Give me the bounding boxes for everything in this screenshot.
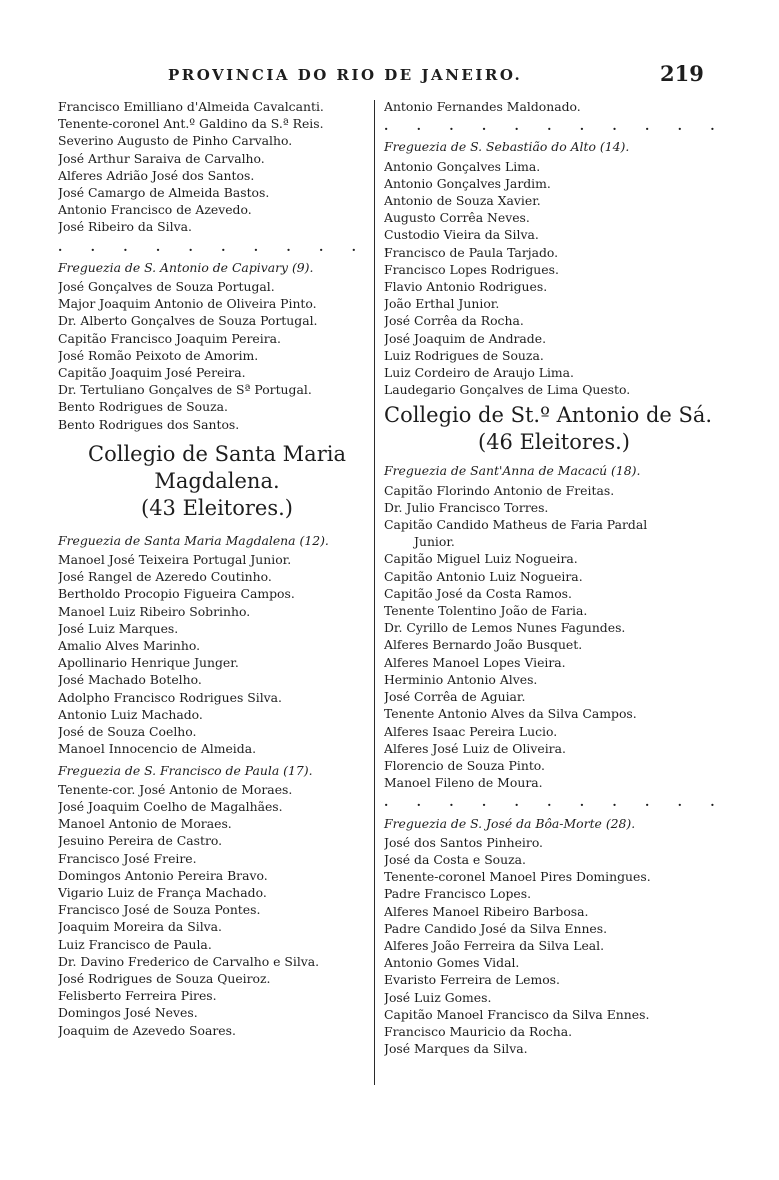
elector-name: Antonio de Souza Xavier. bbox=[384, 193, 541, 209]
name-list bbox=[384, 158, 724, 399]
elector-name: Dr. Julio Francisco Torres. bbox=[384, 499, 549, 515]
elector-name: José Joaquim Coelho de Magalhães. bbox=[58, 798, 283, 814]
elector-name: Francisco Lopes Rodrigues. bbox=[384, 261, 559, 277]
college-title-line: Collegio de Santa Maria bbox=[88, 441, 346, 466]
elector-name: Adolpho Francisco Rodrigues Silva. bbox=[58, 689, 282, 705]
elector-name: José Ribeiro da Silva. bbox=[58, 219, 192, 235]
elector-name: Dr. Alberto Gonçalves de Souza Portugal. bbox=[58, 313, 318, 329]
left-column bbox=[58, 98, 401, 1039]
elector-name: Bento Rodrigues de Souza. bbox=[58, 399, 228, 415]
elector-name: José Marques da Silva. bbox=[384, 1041, 528, 1057]
elector-name: José Gonçalves de Souza Portugal. bbox=[58, 279, 275, 295]
elector-name: Alferes Manoel Lopes Vieira. bbox=[384, 654, 566, 670]
elector-name: Alferes João Ferreira da Silva Leal. bbox=[384, 937, 605, 953]
college-elector-count: (46 Eleitores.) bbox=[478, 430, 630, 455]
name-list bbox=[58, 551, 376, 757]
elector-name: Severino Augusto de Pinho Carvalho. bbox=[58, 133, 293, 149]
name-list bbox=[58, 98, 376, 236]
elector-name: Laudegario Gonçalves de Lima Questo. bbox=[384, 382, 631, 398]
elector-name: Francisco de Paula Tarjado. bbox=[384, 244, 559, 260]
elector-name: José Luiz Gomes. bbox=[384, 989, 492, 1005]
elector-name: José Corrêa da Rocha. bbox=[384, 313, 524, 329]
elector-name: José Romão Peixoto de Amorim. bbox=[58, 347, 259, 363]
freguezia-heading: Freguezia de S. Sebastião do Alto (14). bbox=[384, 139, 630, 155]
elector-name: Alferes Isaac Pereira Lucio. bbox=[384, 723, 558, 739]
elector-name: Dr. Cyrillo de Lemos Nunes Fagundes. bbox=[384, 620, 626, 636]
elector-name: João Erthal Junior. bbox=[384, 296, 500, 312]
elector-name: José da Costa e Souza. bbox=[384, 851, 526, 867]
elector-name: Manoel Luiz Ribeiro Sobrinho. bbox=[58, 603, 251, 619]
freguezia-heading: Freguezia de Sant'Anna de Macacú (18). bbox=[384, 463, 641, 479]
elector-name: Tenente Antonio Alves da Silva Campos. bbox=[384, 706, 637, 722]
elector-name: Junior. bbox=[414, 534, 455, 550]
dot-leader: . . . . . . . . . . . bbox=[384, 794, 727, 810]
elector-name: Manoel Innocencio de Almeida. bbox=[58, 741, 257, 757]
elector-name: Capitão Miguel Luiz Nogueira. bbox=[384, 551, 578, 567]
college-heading bbox=[58, 441, 376, 522]
elector-name: José de Souza Coelho. bbox=[58, 724, 197, 740]
right-column bbox=[384, 98, 727, 1057]
name-list bbox=[384, 834, 724, 1058]
elector-name: Alferes José Luiz de Oliveira. bbox=[384, 740, 566, 756]
running-header: PROVINCIA DO RIO DE JANEIRO. bbox=[168, 66, 523, 84]
elector-name: Jesuino Pereira de Castro. bbox=[58, 833, 223, 849]
elector-name: Luiz Cordeiro de Araujo Lima. bbox=[384, 365, 574, 381]
name-list bbox=[384, 482, 724, 792]
elector-name: José Rangel de Azeredo Coutinho. bbox=[58, 569, 272, 585]
elector-name: Manoel Fileno de Moura. bbox=[384, 775, 543, 791]
elector-name: José Rodrigues de Souza Queiroz. bbox=[58, 970, 271, 986]
elector-name: Antonio Francisco de Azevedo. bbox=[58, 202, 252, 218]
dot-leader: . . . . . . . . . . . bbox=[58, 238, 401, 254]
elector-name: Tenente-cor. José Antonio de Moraes. bbox=[58, 781, 293, 797]
elector-name: Joaquim Moreira da Silva. bbox=[58, 919, 222, 935]
elector-name: Capitão Francisco Joaquim Pereira. bbox=[58, 330, 281, 346]
college-title-line: Collegio de St.º Antonio de Sá. bbox=[384, 403, 713, 428]
elector-name: Tenente Tolentino João de Faria. bbox=[384, 603, 588, 619]
elector-name: José Corrêa de Aguiar. bbox=[384, 689, 526, 705]
elector-name: Florencio de Souza Pinto. bbox=[384, 757, 545, 773]
elector-name: Bertholdo Procopio Figueira Campos. bbox=[58, 586, 295, 602]
elector-name: Amalio Alves Marinho. bbox=[58, 638, 201, 654]
elector-name: Augusto Corrêa Neves. bbox=[384, 210, 530, 226]
dot-leader: . . . . . . . . . . . bbox=[384, 118, 727, 134]
elector-name: Domingos José Neves. bbox=[58, 1005, 198, 1021]
elector-name: Capitão Antonio Luiz Nogueira. bbox=[384, 568, 583, 584]
college-elector-count: (43 Eleitores.) bbox=[141, 495, 293, 520]
elector-name: Capitão José da Costa Ramos. bbox=[384, 585, 572, 601]
elector-name: Antonio Gomes Vidal. bbox=[384, 955, 520, 971]
freguezia-heading: Freguezia de S. Antonio de Capivary (9). bbox=[58, 259, 314, 275]
elector-name: Capitão Candido Matheus de Faria Pardal bbox=[384, 517, 648, 533]
elector-name: Tenente-coronel Manoel Pires Domingues. bbox=[384, 869, 651, 885]
freguezia-heading: Freguezia de S. Francisco de Paula (17). bbox=[58, 762, 313, 778]
elector-name: Alferes Bernardo João Busquet. bbox=[384, 637, 583, 653]
freguezia-heading: Freguezia de Santa Maria Magdalena (12). bbox=[58, 532, 329, 548]
elector-name: Dr. Davino Frederico de Carvalho e Silva. bbox=[58, 953, 320, 969]
name-list bbox=[58, 278, 376, 433]
elector-name: Felisberto Ferreira Pires. bbox=[58, 988, 217, 1004]
elector-name: Manoel José Teixeira Portugal Junior. bbox=[58, 552, 292, 568]
elector-name: Bento Rodrigues dos Santos. bbox=[58, 416, 240, 432]
elector-name: Antonio Luiz Machado. bbox=[58, 706, 203, 722]
college-heading bbox=[384, 402, 724, 456]
elector-name: Luiz Rodrigues de Souza. bbox=[384, 347, 544, 363]
elector-name: Francisco José Freire. bbox=[58, 850, 197, 866]
college-title-line: Magdalena. bbox=[154, 468, 280, 493]
elector-name: Capitão Florindo Antonio de Freitas. bbox=[384, 482, 615, 498]
elector-name: Alferes Adrião José dos Santos. bbox=[58, 167, 255, 183]
elector-name: Francisco José de Souza Pontes. bbox=[58, 902, 261, 918]
freguezia-heading: Freguezia de S. José da Bôa-Morte (28). bbox=[384, 815, 636, 831]
elector-name: Francisco Mauricio da Rocha. bbox=[384, 1023, 573, 1039]
elector-name: Padre Candido José da Silva Ennes. bbox=[384, 920, 608, 936]
elector-name: José Luiz Marques. bbox=[58, 620, 179, 636]
elector-name: Flavio Antonio Rodrigues. bbox=[384, 279, 548, 295]
elector-name: Antonio Gonçalves Lima. bbox=[384, 158, 541, 174]
elector-name: Major Joaquim Antonio de Oliveira Pinto. bbox=[58, 296, 317, 312]
elector-name: Padre Francisco Lopes. bbox=[384, 886, 532, 902]
elector-name: José Joaquim de Andrade. bbox=[384, 330, 547, 346]
elector-name: Herminio Antonio Alves. bbox=[384, 671, 538, 687]
elector-name: Manoel Antonio de Moraes. bbox=[58, 816, 232, 832]
elector-name: José Arthur Saraiva de Carvalho. bbox=[58, 150, 265, 166]
elector-name: Alferes Manoel Ribeiro Barbosa. bbox=[384, 903, 589, 919]
elector-name: Antonio Gonçalves Jardim. bbox=[384, 175, 551, 191]
elector-name: Francisco Emilliano d'Almeida Cavalcanti. bbox=[58, 99, 324, 114]
elector-name: José dos Santos Pinheiro. bbox=[384, 834, 543, 850]
elector-name: Apollinario Henrique Junger. bbox=[58, 655, 239, 671]
page-number: 219 bbox=[660, 61, 704, 86]
elector-name: Domingos Antonio Pereira Bravo. bbox=[58, 867, 268, 883]
elector-name: Joaquim de Azevedo Soares. bbox=[58, 1022, 236, 1038]
elector-name: Capitão Joaquim José Pereira. bbox=[58, 365, 246, 381]
elector-name: Evaristo Ferreira de Lemos. bbox=[384, 972, 560, 988]
elector-name: Custodio Vieira da Silva. bbox=[384, 227, 539, 243]
elector-name: José Machado Botelho. bbox=[58, 672, 202, 688]
name-list bbox=[58, 781, 376, 1039]
elector-name: Luiz Francisco de Paula. bbox=[58, 936, 212, 952]
elector-name: Vigario Luiz de França Machado. bbox=[58, 884, 267, 900]
elector-name: Antonio Fernandes Maldonado. bbox=[384, 99, 581, 114]
elector-name: Tenente-coronel Ant.º Galdino da S.ª Reis. bbox=[58, 116, 324, 132]
elector-name: Dr. Tertuliano Gonçalves de Sª Portugal. bbox=[58, 382, 312, 398]
elector-name: José Camargo de Almeida Bastos. bbox=[58, 185, 270, 201]
elector-name: Capitão Manoel Francisco da Silva Ennes. bbox=[384, 1006, 650, 1022]
